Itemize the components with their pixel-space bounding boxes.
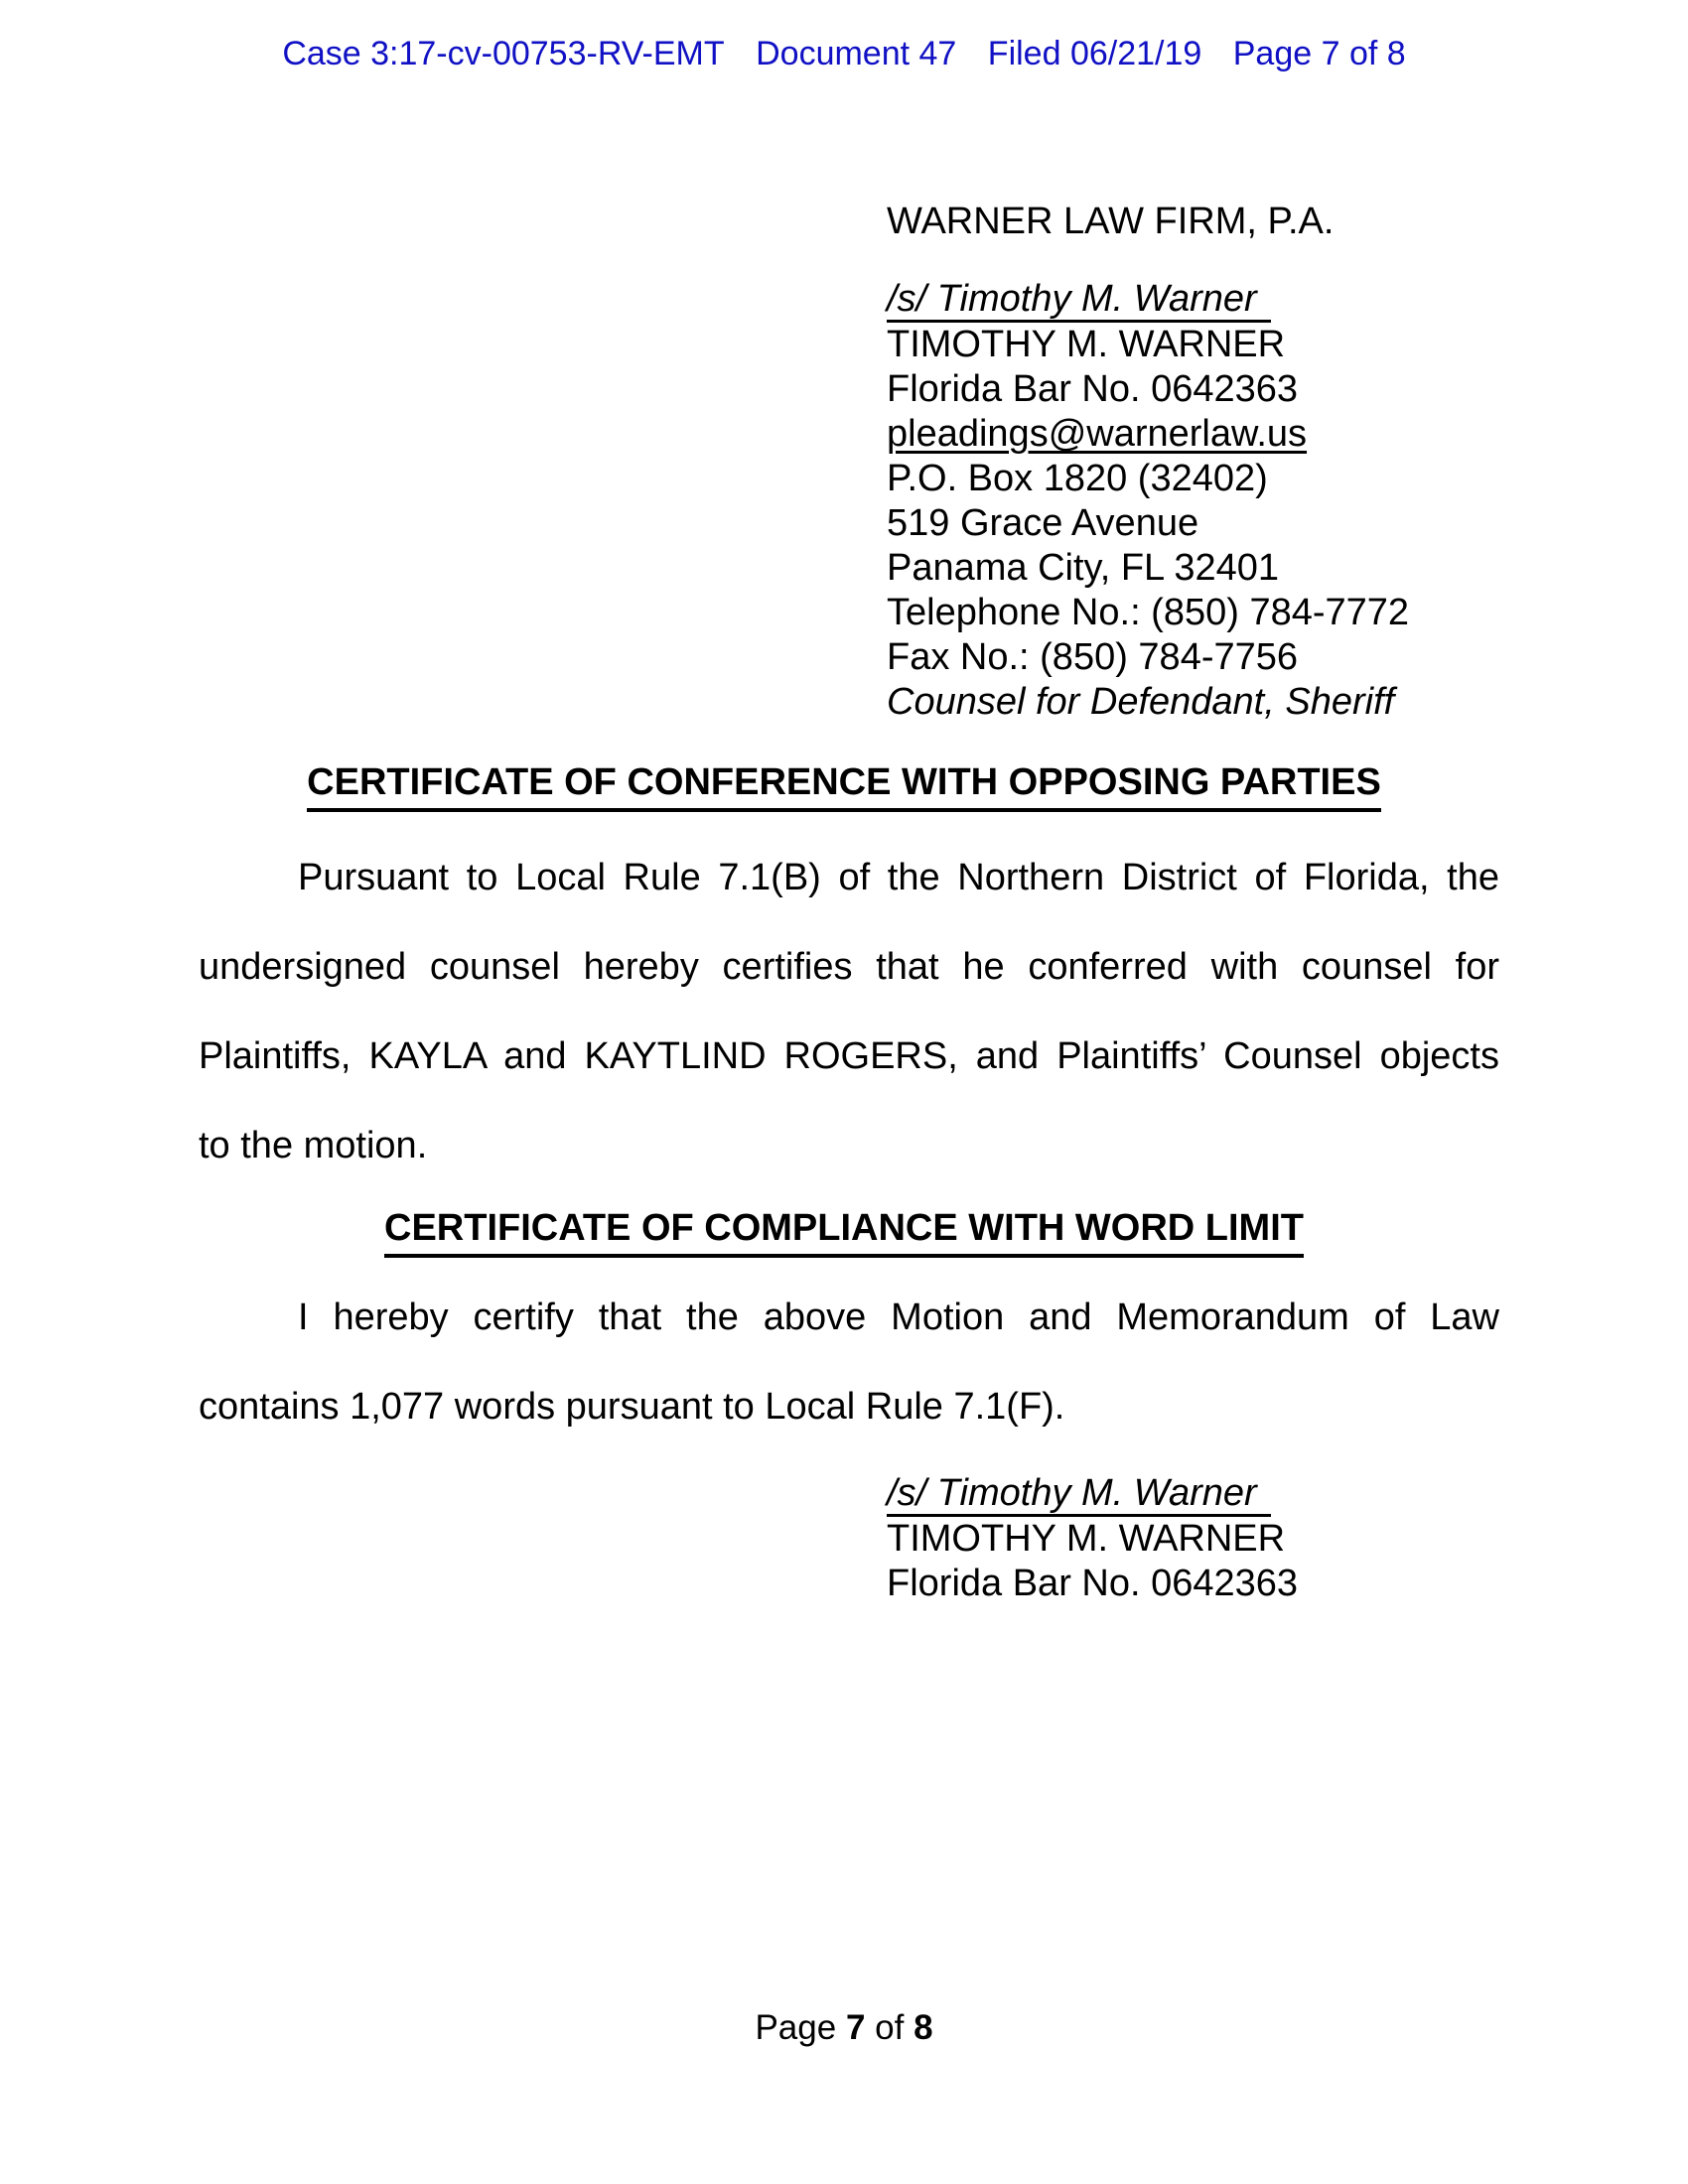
page-footer xyxy=(0,2005,1688,2050)
certificate-of-conference-heading: CERTIFICATE OF CONFERENCE WITH OPPOSING PARTIES xyxy=(0,759,1688,812)
attorney-signature-block xyxy=(887,200,1409,725)
spacer xyxy=(887,244,1409,277)
paragraph-line: Pursuant to Local Rule 7.1(B) of the Northern District of Florida, the xyxy=(298,857,1499,898)
paragraph-line: I hereby certify that the above Motion and Memorandum of Law xyxy=(298,1297,1499,1338)
email-address: pleadings@warnerlaw.us xyxy=(887,413,1308,455)
telephone-number: Telephone No.: (850) 784-7772 xyxy=(887,592,1410,633)
paragraph-line: Plaintiffs, KAYLA and KAYTLIND ROGERS, and Plaintiffs’ Counsel objects xyxy=(199,1035,1499,1077)
bar-number: Florida Bar No. 0642363 xyxy=(887,1563,1299,1604)
footer-total-pages: 8 xyxy=(914,2008,933,2047)
po-box: P.O. Box 1820 (32402) xyxy=(887,458,1268,499)
paragraph-line: to the motion. xyxy=(199,1125,428,1166)
document-number: Document 47 xyxy=(756,35,957,72)
attorney-name: TIMOTHY M. WARNER xyxy=(887,324,1286,365)
fax-number: Fax No.: (850) 784-7756 xyxy=(887,636,1299,678)
certificate-of-compliance-paragraph xyxy=(199,1273,1499,1451)
ecf-stamp-header xyxy=(0,34,1688,73)
city-state-zip: Panama City, FL 32401 xyxy=(887,547,1279,589)
certificate-of-compliance-heading: CERTIFICATE OF COMPLIANCE WITH WORD LIMIT xyxy=(0,1205,1688,1258)
case-number: Case 3:17-cv-00753-RV-EMT xyxy=(282,35,725,72)
signature-line: /s/ Timothy M. Warner xyxy=(887,277,1409,323)
header-page-indicator: Page 7 of 8 xyxy=(1232,35,1406,72)
counsel-role: Counsel for Defendant, Sheriff xyxy=(887,681,1395,723)
closing-signature-block xyxy=(887,1471,1298,1606)
footer-prefix: Page xyxy=(755,2008,837,2047)
bar-number: Florida Bar No. 0642363 xyxy=(887,368,1299,410)
paragraph-line: contains 1,077 words pursuant to Local Rule 7.1(F). xyxy=(199,1386,1065,1428)
attorney-name: TIMOTHY M. WARNER xyxy=(887,1518,1286,1560)
firm-name: WARNER LAW FIRM, P.A. xyxy=(887,201,1335,242)
footer-page-number: 7 xyxy=(845,2008,866,2047)
footer-of: of xyxy=(875,2008,905,2047)
certificate-of-conference-paragraph xyxy=(199,833,1499,1190)
filed-date: Filed 06/21/19 xyxy=(987,35,1202,72)
signature-line: /s/ Timothy M. Warner xyxy=(887,1471,1298,1517)
street-address: 519 Grace Avenue xyxy=(887,502,1199,544)
paragraph-line: undersigned counsel hereby certifies that he conferred with counsel for xyxy=(199,946,1499,988)
